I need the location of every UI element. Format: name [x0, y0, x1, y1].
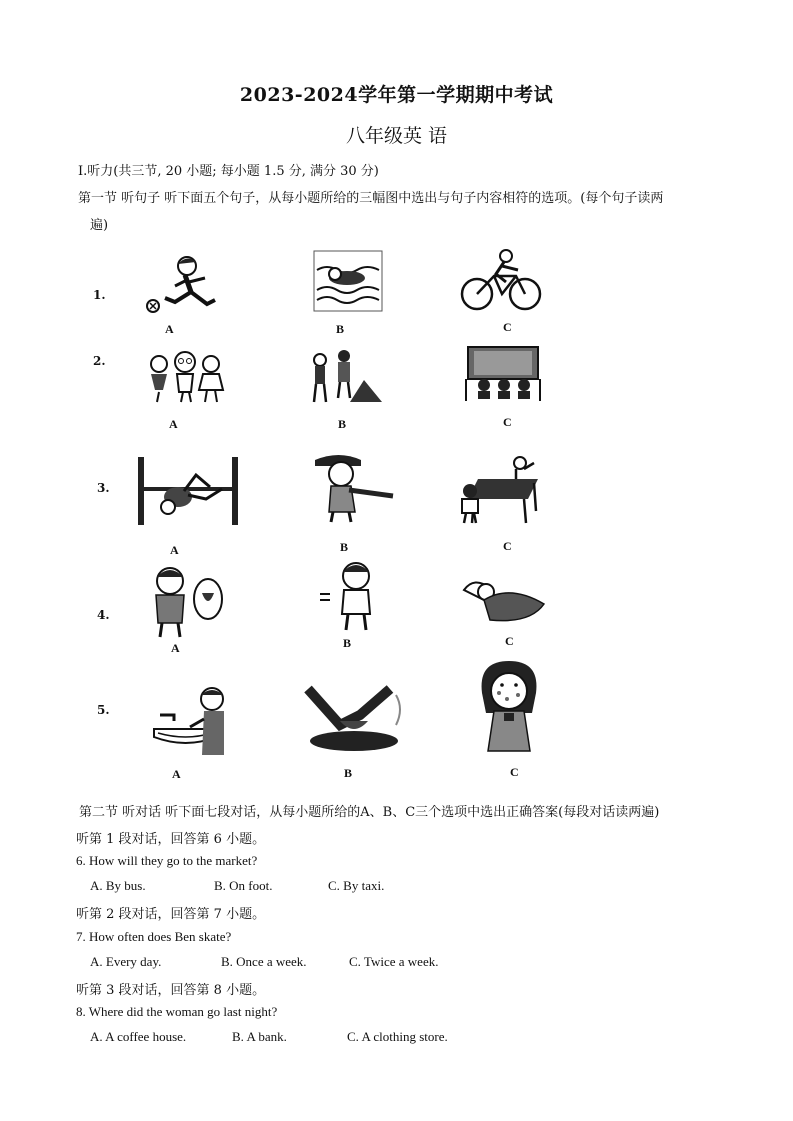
option-label: A	[170, 543, 179, 557]
question-text: 8. Where did the woman go last night?	[76, 1004, 278, 1019]
kids-dancing-icon[interactable]	[143, 346, 231, 404]
question-text: 7. How often does Ben skate?	[76, 929, 232, 944]
option-c[interactable]: C. Twice a week.	[349, 954, 439, 969]
hikers-icon[interactable]	[306, 346, 384, 404]
dialog-intro: 听第 1 段对话，回答第 6 小题。	[76, 832, 266, 847]
option-a[interactable]: A. Every day.	[90, 954, 162, 969]
cyclist-icon[interactable]	[460, 248, 542, 312]
option-label: C	[503, 415, 512, 429]
swimmer-icon[interactable]	[313, 250, 383, 312]
option-label: B	[338, 417, 347, 431]
person-in-bed-icon[interactable]	[460, 570, 548, 626]
option-label: B	[343, 636, 352, 650]
option-label: C	[503, 539, 512, 553]
part1-heading: I.听力(共三节, 20 小题; 每小题 1.5 分, 满分 30 分)	[78, 164, 379, 179]
page-title: 2023-2024学年第一学期期中考试	[239, 84, 554, 106]
option-label: A	[165, 322, 174, 336]
option-label: B	[340, 540, 349, 554]
section2-heading: 第二节 听对话 听下面七段对话，从每小题所给的A、B、C三个选项中选出正确答案(每段对话读两遍)	[79, 805, 660, 820]
question-number: 1.	[93, 288, 106, 302]
question-number: 4.	[97, 608, 110, 622]
section1-instructions-cont: 遍)	[90, 218, 109, 233]
boy-kicking-ball-icon[interactable]	[145, 252, 225, 314]
option-label: C	[503, 320, 512, 334]
question-number: 3.	[97, 481, 110, 495]
section1-instructions: 第一节 听句子 听下面五个句子，从每小题所给的三幅图中选出与句子内容相符的选项。(每个句子读两	[78, 191, 664, 206]
people-watching-screen-icon[interactable]	[462, 345, 544, 403]
option-label: C	[505, 634, 514, 648]
table-tennis-icon[interactable]	[458, 453, 542, 525]
question-number: 2.	[93, 354, 106, 368]
option-label: B	[344, 766, 353, 780]
question-number: 5.	[97, 703, 110, 717]
hands-washing-icon[interactable]	[300, 685, 410, 755]
dialog-intro: 听第 2 段对话，回答第 7 小题。	[76, 907, 266, 922]
high-jump-icon[interactable]	[136, 455, 240, 527]
option-label: A	[171, 641, 180, 655]
boy-coughing-icon[interactable]	[318, 558, 390, 634]
option-label: A	[172, 767, 181, 781]
option-c[interactable]: C. A clothing store.	[347, 1029, 448, 1044]
boy-washing-hands-icon[interactable]	[150, 683, 226, 755]
dialog-intro: 听第 3 段对话，回答第 8 小题。	[76, 983, 266, 998]
option-c[interactable]: C. By taxi.	[328, 878, 385, 893]
option-label: B	[336, 322, 345, 336]
question-text: 6. How will they go to the market?	[76, 853, 258, 868]
option-b[interactable]: B. Once a week.	[221, 954, 307, 969]
option-label: C	[510, 765, 519, 779]
option-b[interactable]: B. A bank.	[232, 1029, 287, 1044]
boy-stomachache-icon[interactable]	[148, 563, 224, 639]
option-label: A	[169, 417, 178, 431]
option-a[interactable]: A. A coffee house.	[90, 1029, 187, 1044]
option-b[interactable]: B. On foot.	[214, 878, 273, 893]
option-a[interactable]: A. By bus.	[90, 878, 146, 893]
girl-with-spots-icon[interactable]	[474, 657, 544, 753]
boy-holding-bat-icon[interactable]	[309, 450, 395, 524]
page-subtitle: 八年级英 语	[345, 125, 448, 147]
